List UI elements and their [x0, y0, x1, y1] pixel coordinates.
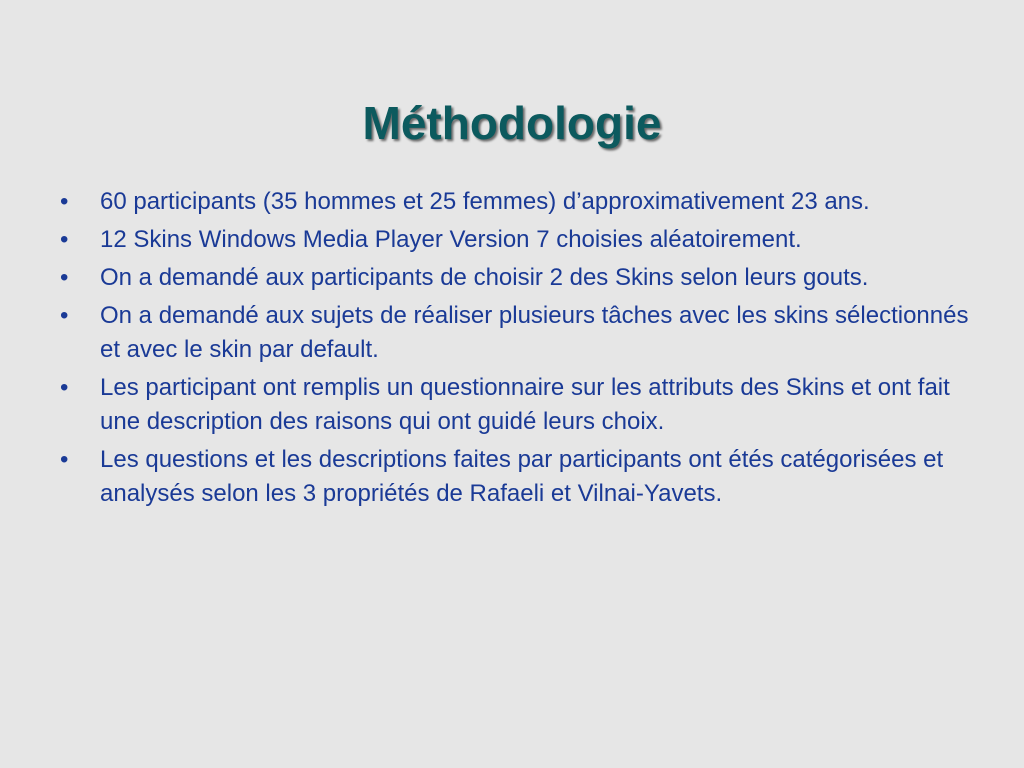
bullet-text: Les participant ont remplis un questionnaire sur les attributs des Skins et ont fait une description des raisons qui ont guidé leurs choix.	[100, 374, 950, 435]
bullet-marker: •	[60, 188, 69, 215]
bullet-marker: •	[60, 226, 69, 253]
bullet-text: Les questions et les descriptions faites par participants ont étés catégorisées et analysés selon les 3 propriétés de Rafaeli et Vilnai-Yavets.	[100, 446, 944, 507]
bullet-marker: •	[60, 302, 69, 329]
bullet-item	[60, 443, 970, 511]
bullet-text: 60 participants (35 hommes et 25 femmes) d’approximativement 23 ans.	[100, 188, 870, 215]
bullet-list	[60, 185, 970, 515]
bullet-item	[60, 371, 970, 439]
bullet-marker: •	[60, 374, 69, 401]
bullet-text: On a demandé aux sujets de réaliser plusieurs tâches avec les skins sélectionnés et avec le skin par default.	[100, 302, 969, 363]
bullet-item	[60, 299, 970, 367]
bullet-item	[60, 261, 970, 295]
bullet-item	[60, 185, 970, 219]
bullet-marker: •	[60, 264, 69, 291]
bullet-item	[60, 223, 970, 257]
bullet-text: On a demandé aux participants de choisir 2 des Skins selon leurs gouts.	[100, 264, 869, 291]
bullet-marker: •	[60, 446, 69, 473]
slide-title: Méthodologie	[362, 97, 662, 149]
bullet-text: 12 Skins Windows Media Player Version 7 choisies aléatoirement.	[100, 226, 802, 253]
